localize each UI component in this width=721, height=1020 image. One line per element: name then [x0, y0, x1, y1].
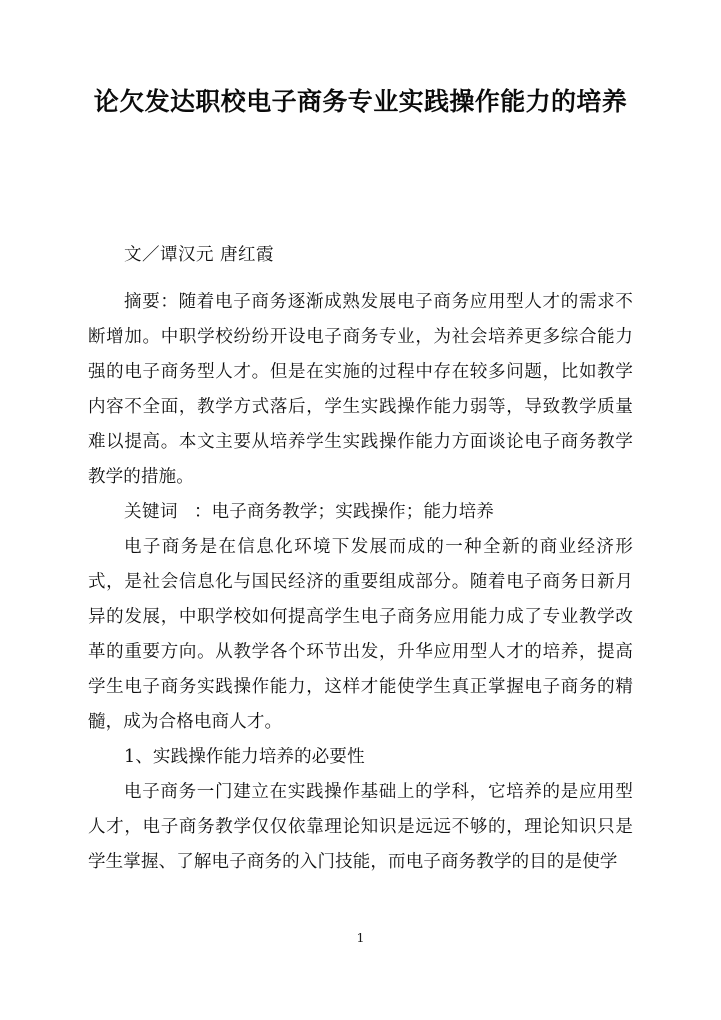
abstract-paragraph: 摘要：随着电子商务逐渐成熟发展电子商务应用型人才的需求不断增加。中职学校纷纷开设电子商务专业，为社会培养更多综合能力强的电子商务型人才。但是在实施的过程中存在较多问题，比如教学内容不全面，教学方式落后，学生实践操作能力弱等，导致教学质量难以提高。本文主要从培养学生实践操作能力方面谈论电子商务教学教学的措施。 — [88, 292, 633, 487]
section-heading-1: 1、实践操作能力培养的必要性 — [124, 747, 365, 767]
author-byline: 文／谭汉元 唐红霞 — [124, 245, 275, 265]
keywords-value: ：电子商务教学；实践操作；能力培养 — [194, 502, 495, 522]
page-number: 1 — [356, 930, 365, 945]
page-title: 论欠发达职校电子商务专业实践操作能力的培养 — [93, 87, 628, 116]
document-body — [88, 238, 633, 880]
section-1-paragraph: 电子商务一门建立在实践操作基础上的学科，它培养的是应用型人才，电子商务教学仅仅依靠理论知识是远远不够的，理论知识只是学生掌握、了解电子商务的入门技能，而电子商务教学的目的是使学 — [88, 782, 633, 872]
title-block — [88, 82, 633, 122]
body-paragraph-1: 电子商务是在信息化环境下发展而成的一种全新的商业经济形式，是社会信息化与国民经济的重要组成部分。随着电子商务日新月异的发展，中职学校如何提高学生电子商务应用能力成了专业教学改革的重要方向。从教学各个环节出发，升华应用型人才的培养，提高学生电子商务实践操作能力，这样才能使学生真正掌握电子商务的精髓，成为合格电商人才。 — [88, 537, 633, 732]
keywords-paragraph — [88, 495, 633, 530]
keywords-label: 关键词 — [124, 502, 178, 522]
